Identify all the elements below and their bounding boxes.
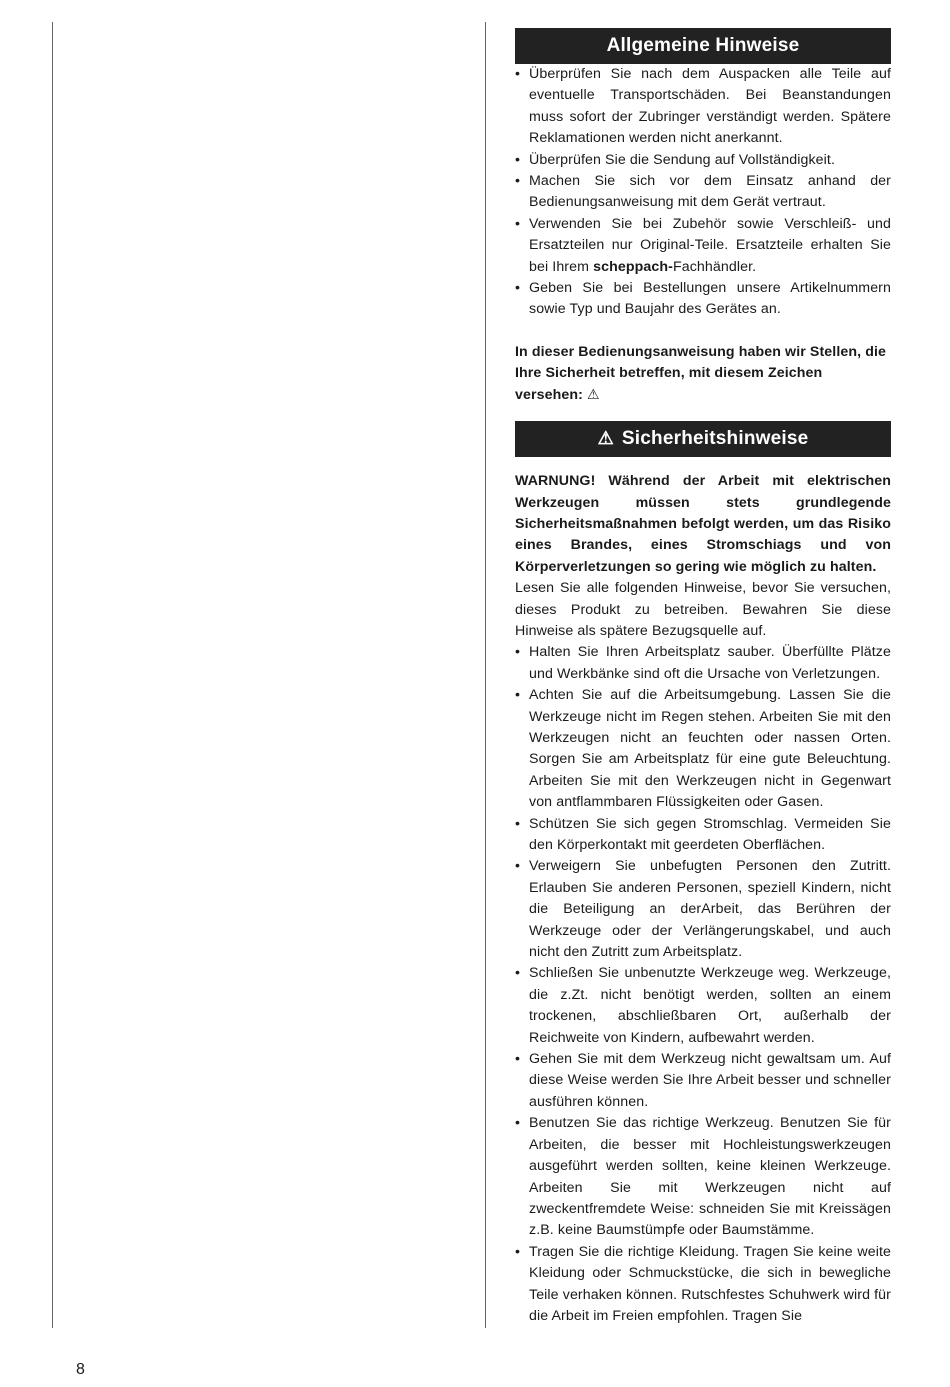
list-item: • Schließen Sie unbenutzte Werkzeuge weg. Werkzeuge, die z.Zt. nicht benötigt werden, sollten an einem trockenen, abschließbaren Ort, außerhalb der Reichweite von Kindern, aufbewahrt werden. — [515, 963, 891, 1049]
list-item: • Gehen Sie mit dem Werkzeug nicht gewaltsam um. Auf diese Weise werden Sie Ihre Arbeit besser und schneller ausführen können. — [515, 1049, 891, 1113]
list-item: • Überprüfen Sie die Sendung auf Vollständigkeit. — [515, 150, 891, 171]
safety-section-title: Sicherheitshinweise — [621, 428, 809, 450]
safety-symbol-notice — [515, 342, 891, 406]
brand-name: scheppach- — [593, 258, 673, 275]
list-item: • Achten Sie auf die Arbeitsumgebung. Lassen Sie die Werkzeuge nicht im Regen stehen. Arbeiten Sie mit den Werkzeugen nicht an feuchten oder nassen Orten. Sorgen Sie am Arbeitsplatz für eine gute Beleuchtung. Arbeiten Sie mit den Werkzeugen nicht in Gegenwart von antflammbaren Flüssigkeiten oder Gasen. — [515, 685, 891, 813]
warning-paragraph: WARNUNG! Während der Arbeit mit elektrischen Werkzeugen müssen stets grundlegende Sicherheitsmaßnahmen befolgt werden, um das Risiko eines Brandes, eines Stromschiags und von Körperverletzungen so gering wie möglich zu halten. — [515, 473, 891, 575]
list-item: • Verweigern Sie unbefugten Personen den Zutritt. Erlauben Sie anderen Personen, speziell Kindern, nicht die Beteiligung an derArbeit, das Berühren der Werkzeuge oder der Verlängerungskabel, und auch nicht den Zutritt zum Arbeitsplatz. — [515, 856, 891, 963]
list-item-text: Verwenden Sie bei Zubehör sowie Verschleiß- und Ersatzteilen nur Original-Teile. Ersatzteile erhalten Sie bei Ihrem — [529, 215, 891, 275]
warning-triangle-icon: ⚠ — [597, 428, 614, 449]
page-number: 8 — [76, 1361, 85, 1378]
general-section-title: Allgemeine Hinweise — [606, 35, 800, 57]
safety-instructions-list — [515, 642, 891, 1327]
general-notes-list — [515, 64, 891, 321]
list-item: • Geben Sie bei Bestellungen unsere Artikelnummern sowie Typ und Baujahr des Gerätes an. — [515, 278, 891, 321]
list-item: • Tragen Sie die richtige Kleidung. Tragen Sie keine weite Kleidung oder Schmuckstücke, die sich in bewegliche Teile verhaken können. Rutschfestes Schuhwerk wird für die Arbeit im Freien empfohlen. Tragen Sie — [515, 1242, 891, 1328]
general-section-header — [515, 28, 891, 64]
list-item-text: Fachhändler. — [672, 258, 757, 275]
safety-section-header — [515, 421, 891, 457]
list-item: • Halten Sie Ihren Arbeitsplatz sauber. Überfüllte Plätze und Werkbänke sind oft die Ursache von Verletzungen. — [515, 642, 891, 685]
warning-triangle-icon: ⚠ — [586, 386, 600, 403]
list-item: • Machen Sie sich vor dem Einsatz anhand der Bedienungsanweisung mit dem Gerät vertraut. — [515, 171, 891, 214]
list-item: • Überprüfen Sie nach dem Auspacken alle Teile auf eventuelle Transportschäden. Bei Beanstandungen muss sofort der Zubringer verständigt werden. Spätere Reklamationen werden nicht anerkannt. — [515, 64, 891, 150]
list-item: • Benutzen Sie das richtige Werkzeug. Benutzen Sie für Arbeiten, die besser mit Hochleistungswerkzeugen ausgeführt werden sollten, keine kleinen Werkzeuge. Arbeiten Sie mit Werkzeugen nicht auf zweckentfremdete Weise: schneiden Sie mit Kreissägen z.B. keine Baumstümpfe oder Baumstämme. — [515, 1113, 891, 1241]
list-item: • Schützen Sie sich gegen Stromschlag. Vermeiden Sie den Körperkontakt mit geerdeten Oberflächen. — [515, 814, 891, 857]
right-text-column — [515, 28, 891, 1327]
left-margin-rule — [52, 22, 53, 1328]
column-divider-rule — [485, 22, 486, 1328]
safety-intro-paragraph: Lesen Sie alle folgenden Hinweise, bevor Sie versuchen, dieses Produkt zu betreiben. Bewahren Sie diese Hinweise als spätere Bezugsquelle auf. — [515, 580, 891, 639]
list-item — [515, 214, 891, 278]
notice-text: In dieser Bedienungsanweisung haben wir Stellen, die Ihre Sicherheit betreffen, mit diesem Zeichen versehen: — [515, 343, 886, 403]
